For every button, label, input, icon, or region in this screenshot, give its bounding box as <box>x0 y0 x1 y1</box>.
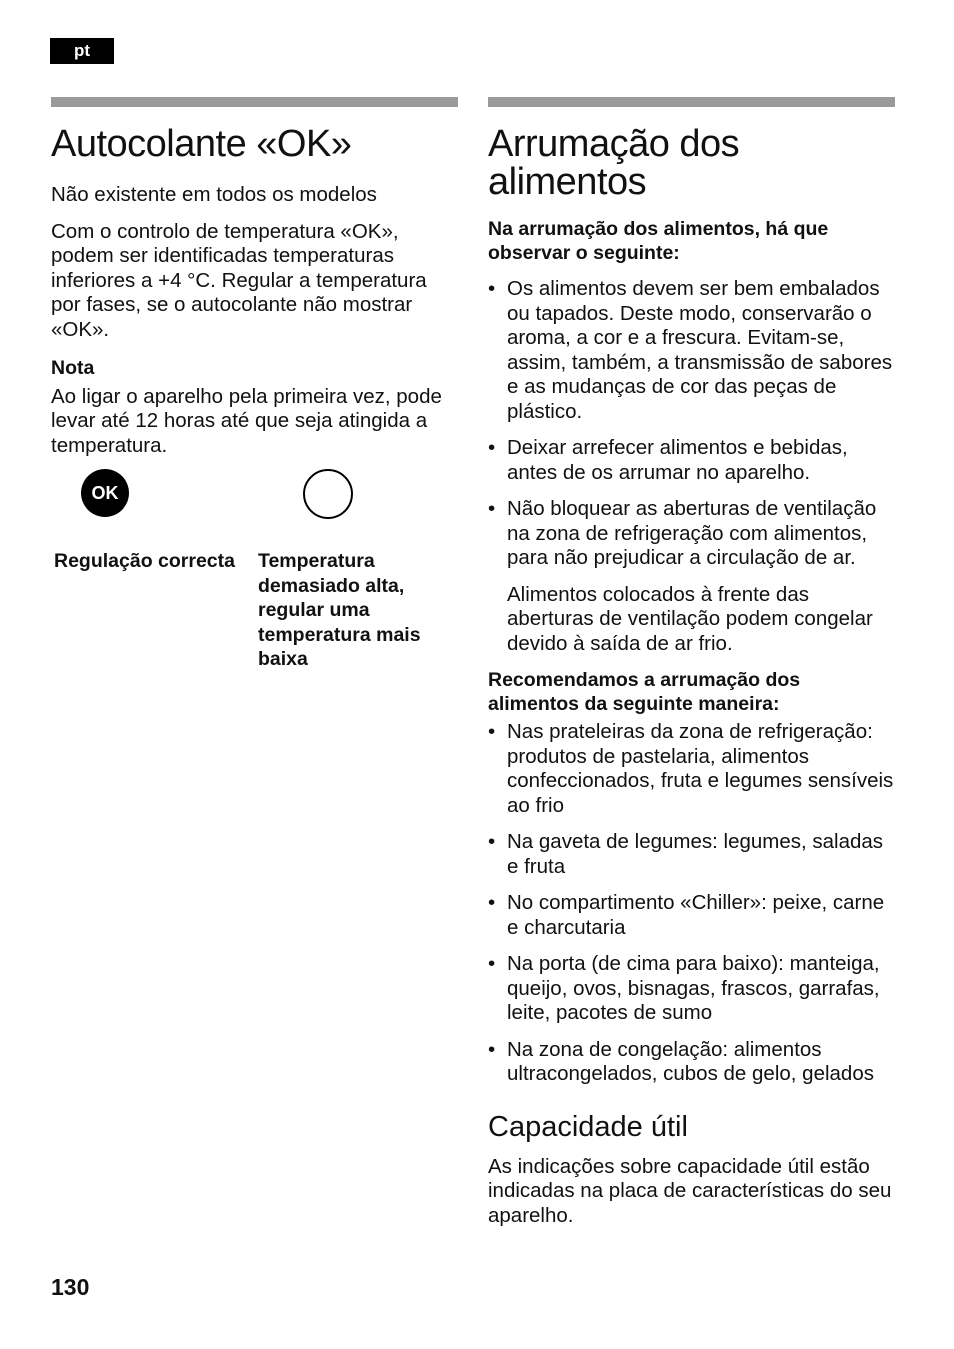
section-rule <box>488 97 895 107</box>
section-rule <box>51 97 458 107</box>
list-item: • Não bloquear as aberturas de ventilação na zona de refrigeração com alimentos, para não prejudicar a circulação de ar. <box>488 497 895 571</box>
ok-symbol-icon: OK <box>81 469 129 517</box>
ventilation-note: Alimentos colocados à frente das aberturas de ventilação podem congelar devido à saída de ar frio. <box>507 582 873 655</box>
section-title-capacity: Capacidade útil <box>488 1110 688 1143</box>
caption-correct <box>54 549 244 574</box>
list-item: • Na gaveta de legumes: legumes, saladas e fruta <box>488 830 895 879</box>
storage-lead: Na arrumação dos alimentos, há que observar o seguinte: <box>488 218 829 264</box>
list-item: • Na zona de congelação: alimentos ultracongelados, cubos de gelo, gelados <box>488 1038 895 1087</box>
caption-too-warm-text: Temperatura demasiado alta, regular uma temperatura mais baixa <box>258 550 421 670</box>
caption-too-warm <box>258 549 458 672</box>
section-title-food-storage: Arrumação dos alimentos <box>488 123 740 203</box>
page-number: 130 <box>51 1274 90 1300</box>
note-text: Ao ligar o aparelho pela primeira vez, pode levar até 12 horas até que seja atingida a temperatura. <box>51 384 442 457</box>
recommendation-heading: Recomendamos a arrumação dos alimentos da seguinte maneira: <box>488 669 801 715</box>
section-title-ok-sticker: Autocolante «OK» <box>51 123 352 165</box>
caption-correct-text: Regulação correcta <box>54 550 235 572</box>
intro-paragraph: Com o controlo de temperatura «OK», podem ser identificadas temperaturas inferiores a +4 °C. Regular a temperatura por fases, se o autocolante não mostrar «OK». <box>51 219 427 341</box>
right-column <box>488 97 895 1228</box>
language-tag: pt <box>50 38 114 64</box>
list-item: • Os alimentos devem ser bem embalados ou tapados. Deste modo, conservarão o aroma, a cor e a frescura. Evitam-se, assim, também, a transmissão de sabores e as mudanças de cor das peças de plástico. <box>488 277 895 424</box>
left-column <box>51 97 458 670</box>
list-item: • Deixar arrefecer alimentos e bebidas, antes de os arrumar no aparelho. <box>488 436 895 485</box>
availability-note: Não existente em todos os modelos <box>51 183 377 206</box>
list-item: • No compartimento «Chiller»: peixe, carne e charcutaria <box>488 891 895 940</box>
ok-indicator-illustration <box>51 469 458 679</box>
empty-circle-icon <box>303 469 353 519</box>
storage-rules-list <box>488 277 895 571</box>
list-item: • Na porta (de cima para baixo): manteiga, queijo, ovos, bisnagas, frascos, garrafas, leite, pacotes de sumo <box>488 952 895 1026</box>
list-item: • Nas prateleiras da zona de refrigeração: produtos de pastelaria, alimentos confeccionados, fruta e legumes sensíveis ao frio <box>488 720 895 818</box>
note-heading: Nota <box>51 357 95 379</box>
capacity-text: As indicações sobre capacidade útil estão indicadas na placa de características do seu aparelho. <box>488 1154 892 1227</box>
recommendation-list <box>488 720 895 1087</box>
